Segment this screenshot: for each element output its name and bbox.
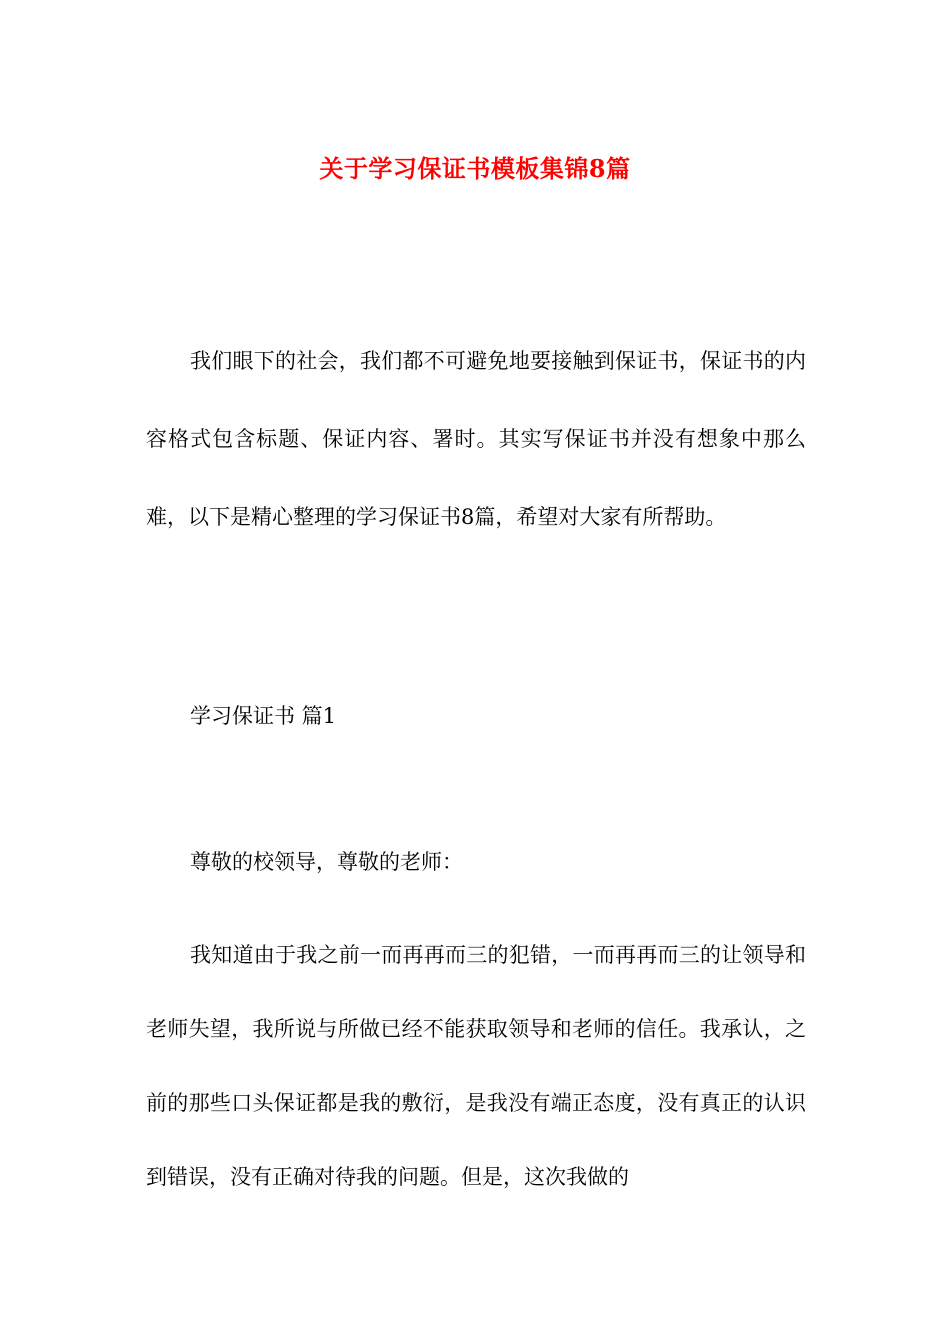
body-paragraph: 我知道由于我之前一而再再而三的犯错，一而再再而三的让领导和老师失望，我所说与所做已经不能获取领导和老师的信任。我承认，之前的那些口头保证都是我的敷衍，是我没有端正态度，没有真正的认识到错误，没有正确对待我的问题。但是，这次我做的	[146, 943, 806, 1189]
intro-paragraph: 我们眼下的社会，我们都不可避免地要接触到保证书，保证书的内容格式包含标题、保证内容、署时。其实写保证书并没有想象中那么难，以下是精心整理的学习保证书8篇，希望对大家有所帮助。	[146, 349, 806, 529]
document-title: 关于学习保证书模板集锦8篇	[319, 154, 631, 184]
section-heading: 学习保证书 篇1	[190, 704, 337, 728]
salutation: 尊敬的校领导，尊敬的老师：	[190, 850, 463, 874]
